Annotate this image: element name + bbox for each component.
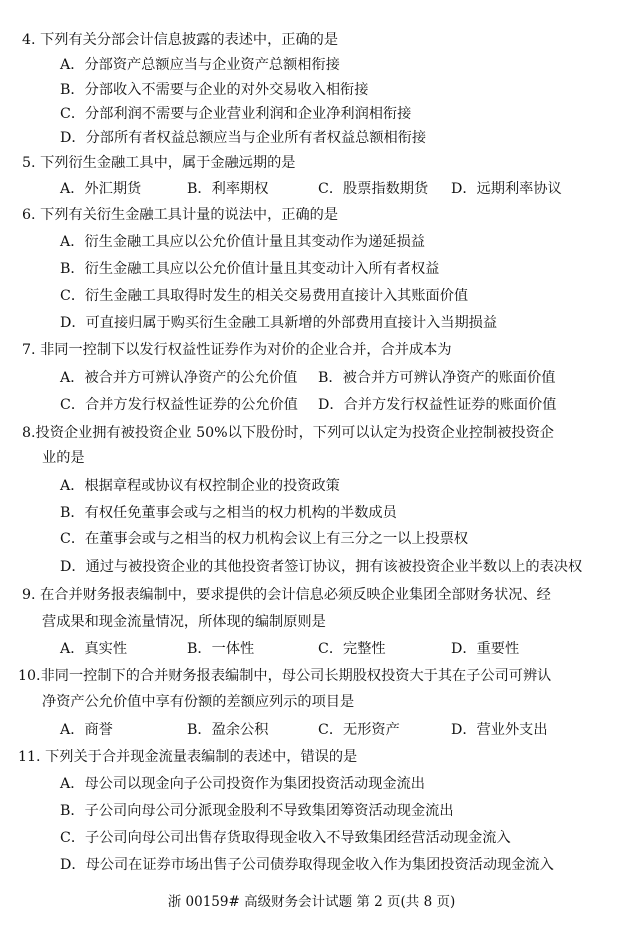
option-key: C． <box>318 181 344 197</box>
option-key: B． <box>60 261 85 277</box>
option-b <box>187 640 254 658</box>
option-text: 衍生金融工具取得时发生的相关交易费用直接计入其账面价值 <box>85 288 469 304</box>
option-text: 可直接归属于购买衍生金融工具新增的外部费用直接计入当期损益 <box>85 315 498 331</box>
question-number: 10. <box>18 668 41 684</box>
question-8-stem-cont: 业的是 <box>42 450 85 466</box>
option-text: 衍生金融工具应以公允价值计量且其变动计入所有者权益 <box>84 261 440 277</box>
question-9-stem-cont: 营成果和现金流量情况，所体现的编制原则是 <box>42 614 326 630</box>
option-text: 分部利润不需要与企业营业利润和企业净利润相衔接 <box>85 106 412 122</box>
question-number: 11. <box>18 749 41 765</box>
option-text: 子公司向母公司出售存货取得现金收入不导致集团经营活动现金流入 <box>85 830 511 846</box>
option-d <box>451 721 548 739</box>
option-text: 营业外支出 <box>476 722 548 738</box>
question-4-stem <box>22 31 338 49</box>
question-11-stem <box>18 748 357 766</box>
option-key: B． <box>187 722 212 738</box>
option-key: C． <box>318 641 344 657</box>
option-a <box>60 775 425 793</box>
option-a <box>60 369 297 387</box>
option-key: A． <box>60 776 85 792</box>
question-text: 非同一控制下的合并财务报表编制中，母公司长期股权投资大于其在子公司可辨认 <box>40 668 552 684</box>
option-text: 外汇期货 <box>84 181 142 197</box>
option-key: D． <box>318 397 344 413</box>
question-number: 9. <box>22 587 36 603</box>
option-key: B． <box>60 803 85 819</box>
option-b <box>187 721 268 739</box>
option-key: A． <box>60 478 85 494</box>
option-key: D． <box>451 722 477 738</box>
question-number: 8. <box>22 425 36 441</box>
option-c <box>60 105 411 123</box>
option-text: 在董事会或与之相当的权力机构会议上有三分之一以上投票权 <box>85 531 469 547</box>
option-key: D． <box>60 315 86 331</box>
question-text: 下列衍生金融工具中，属于金融远期的是 <box>40 155 296 171</box>
option-c <box>318 721 400 739</box>
option-text: 分部资产总额应当与企业资产总额相衔接 <box>84 57 340 73</box>
option-b <box>60 504 397 522</box>
question-number: 4. <box>22 32 36 48</box>
option-b <box>60 802 454 820</box>
option-key: A． <box>60 370 85 386</box>
option-text: 被合并方可辨认净资产的账面价值 <box>342 370 556 386</box>
option-c <box>60 396 298 414</box>
option-d <box>60 314 497 332</box>
question-8-stem <box>22 424 554 442</box>
option-key: D． <box>60 130 86 146</box>
option-text: 被合并方可辨认净资产的公允价值 <box>84 370 298 386</box>
question-9-stem <box>22 586 551 604</box>
question-text: 投资企业拥有被投资企业 50%以下股份时，下列可以认定为投资企业控制被投资企 <box>35 425 554 441</box>
option-key: D． <box>451 641 477 657</box>
option-text: 真实性 <box>84 641 128 657</box>
question-7-stem <box>22 341 452 359</box>
option-text: 分部所有者权益总额应当与企业所有者权益总额相衔接 <box>85 130 427 146</box>
option-text: 通过与被投资企业的其他投资者签订协议，拥有该被投资企业半数以上的表决权 <box>85 559 583 575</box>
option-key: C． <box>318 722 344 738</box>
option-a <box>60 721 113 739</box>
question-number: 5. <box>22 155 36 171</box>
option-d <box>60 856 554 874</box>
option-key: A． <box>60 722 85 738</box>
option-key: A． <box>60 57 85 73</box>
option-a <box>60 56 340 74</box>
option-a <box>60 640 127 658</box>
option-text: 有权任免董事会或与之相当的权力机构的半数成员 <box>84 505 397 521</box>
option-key: B． <box>60 82 85 98</box>
option-b <box>318 369 555 387</box>
option-b <box>60 81 368 99</box>
question-text: 非同一控制下以发行权益性证券作为对价的企业合并，合并成本为 <box>40 342 452 358</box>
option-d <box>60 129 426 147</box>
option-c <box>318 640 386 658</box>
question-text: 在合并财务报表编制中，要求提供的会计信息必须反映企业集团全部财务状况、经 <box>40 587 551 603</box>
option-text: 一体性 <box>211 641 255 657</box>
question-6-stem <box>22 206 338 224</box>
option-d <box>451 640 519 658</box>
question-number: 7. <box>22 342 36 358</box>
option-text: 商誉 <box>84 722 113 738</box>
option-text: 根据章程或协议有权控制企业的投资政策 <box>84 478 340 494</box>
option-key: A． <box>60 641 85 657</box>
option-a <box>60 477 340 495</box>
option-d <box>60 558 582 576</box>
option-key: C． <box>60 397 86 413</box>
option-key: C． <box>60 288 86 304</box>
option-text: 重要性 <box>476 641 520 657</box>
option-key: C． <box>60 106 86 122</box>
option-key: A． <box>60 181 85 197</box>
question-10-stem-cont: 净资产公允价值中享有份额的差额应列示的项目是 <box>42 694 355 710</box>
option-d <box>451 180 562 198</box>
option-key: B． <box>318 370 343 386</box>
option-d <box>318 396 556 414</box>
option-text: 子公司向母公司分派现金股利不导致集团筹资活动现金流出 <box>84 803 454 819</box>
option-text: 无形资产 <box>343 722 400 738</box>
option-key: B． <box>187 181 212 197</box>
option-c <box>60 287 468 305</box>
option-key: D． <box>451 181 477 197</box>
option-key: A． <box>60 234 85 250</box>
option-c <box>60 829 511 847</box>
option-c <box>318 180 428 198</box>
option-key: C． <box>60 531 86 547</box>
question-text: 下列有关衍生金融工具计量的说法中，正确的是 <box>40 207 339 223</box>
option-b <box>60 260 439 278</box>
option-text: 完整性 <box>343 641 386 657</box>
question-text: 下列有关分部会计信息披露的表述中，正确的是 <box>40 32 339 48</box>
option-text: 股票指数期货 <box>343 181 429 197</box>
option-text: 利率期权 <box>211 181 269 197</box>
option-a <box>60 180 141 198</box>
option-text: 合并方发行权益性证券的公允价值 <box>85 397 298 413</box>
option-key: B． <box>60 505 85 521</box>
option-text: 合并方发行权益性证券的账面价值 <box>343 397 557 413</box>
option-b <box>187 180 268 198</box>
option-c <box>60 530 468 548</box>
option-a <box>60 233 425 251</box>
option-text: 盈余公积 <box>211 722 269 738</box>
option-text: 母公司在证券市场出售子公司债券取得现金收入作为集团投资活动现金流入 <box>85 857 554 873</box>
option-text: 分部收入不需要与企业的对外交易收入相衔接 <box>84 82 369 98</box>
option-key: D． <box>60 559 86 575</box>
question-5-stem <box>22 154 295 172</box>
option-key: C． <box>60 830 86 846</box>
option-key: B． <box>187 641 212 657</box>
question-text: 下列关于合并现金流量表编制的表述中，错误的是 <box>45 749 358 765</box>
question-10-stem <box>18 667 551 685</box>
option-text: 衍生金融工具应以公允价值计量且其变动作为递延损益 <box>84 234 425 250</box>
option-key: D． <box>60 857 86 873</box>
option-text: 远期利率协议 <box>476 181 562 197</box>
option-text: 母公司以现金向子公司投资作为集团投资活动现金流出 <box>84 776 425 792</box>
question-number: 6. <box>22 207 36 223</box>
page-footer: 浙 00159# 高级财务会计试题 第 2 页(共 8 页) <box>167 894 456 910</box>
